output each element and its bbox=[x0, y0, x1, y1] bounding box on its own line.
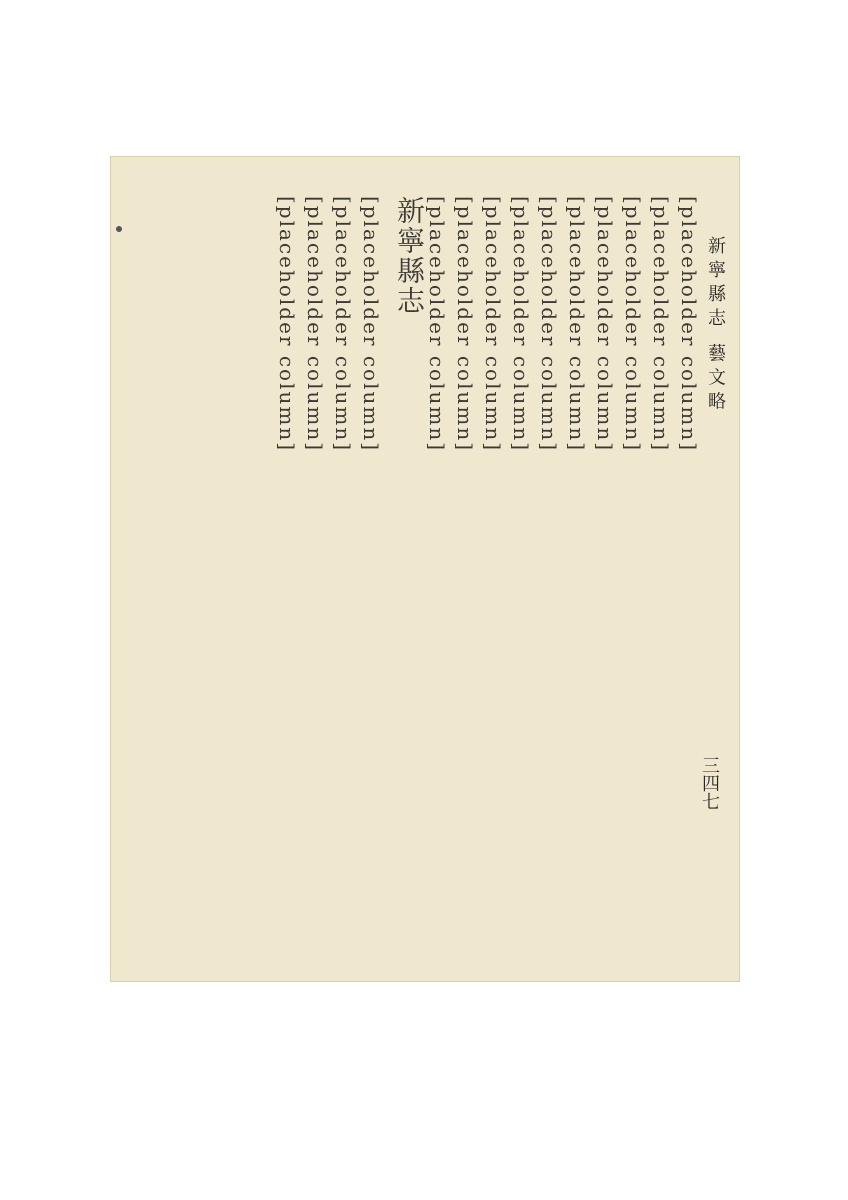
text-column: [placeholder column] bbox=[331, 196, 355, 453]
text-column: [placeholder column] bbox=[425, 196, 449, 453]
work-title: 新寧縣志 bbox=[393, 196, 426, 316]
text-column: [placeholder column] bbox=[453, 196, 477, 453]
page-scan bbox=[110, 156, 740, 982]
text-body bbox=[180, 196, 700, 966]
margin-mark bbox=[116, 226, 122, 232]
text-column: [placeholder column] bbox=[677, 196, 701, 453]
text-column: [placeholder column] bbox=[593, 196, 617, 453]
text-column: [placeholder column] bbox=[303, 196, 327, 453]
text-column: [placeholder column] bbox=[537, 196, 561, 453]
text-column: [placeholder column] bbox=[565, 196, 589, 453]
text-column: [placeholder column] bbox=[359, 196, 383, 453]
text-column: [placeholder column] bbox=[481, 196, 505, 453]
text-column: [placeholder column] bbox=[649, 196, 673, 453]
section-title: 藝文略 bbox=[705, 343, 726, 416]
text-column: [placeholder column] bbox=[621, 196, 645, 453]
text-column: [placeholder column] bbox=[275, 196, 299, 453]
text-column: [placeholder column] bbox=[509, 196, 533, 453]
running-header bbox=[702, 236, 728, 416]
folio-number: 三四七 bbox=[699, 756, 720, 810]
book-title: 新寧縣志 bbox=[705, 236, 726, 332]
